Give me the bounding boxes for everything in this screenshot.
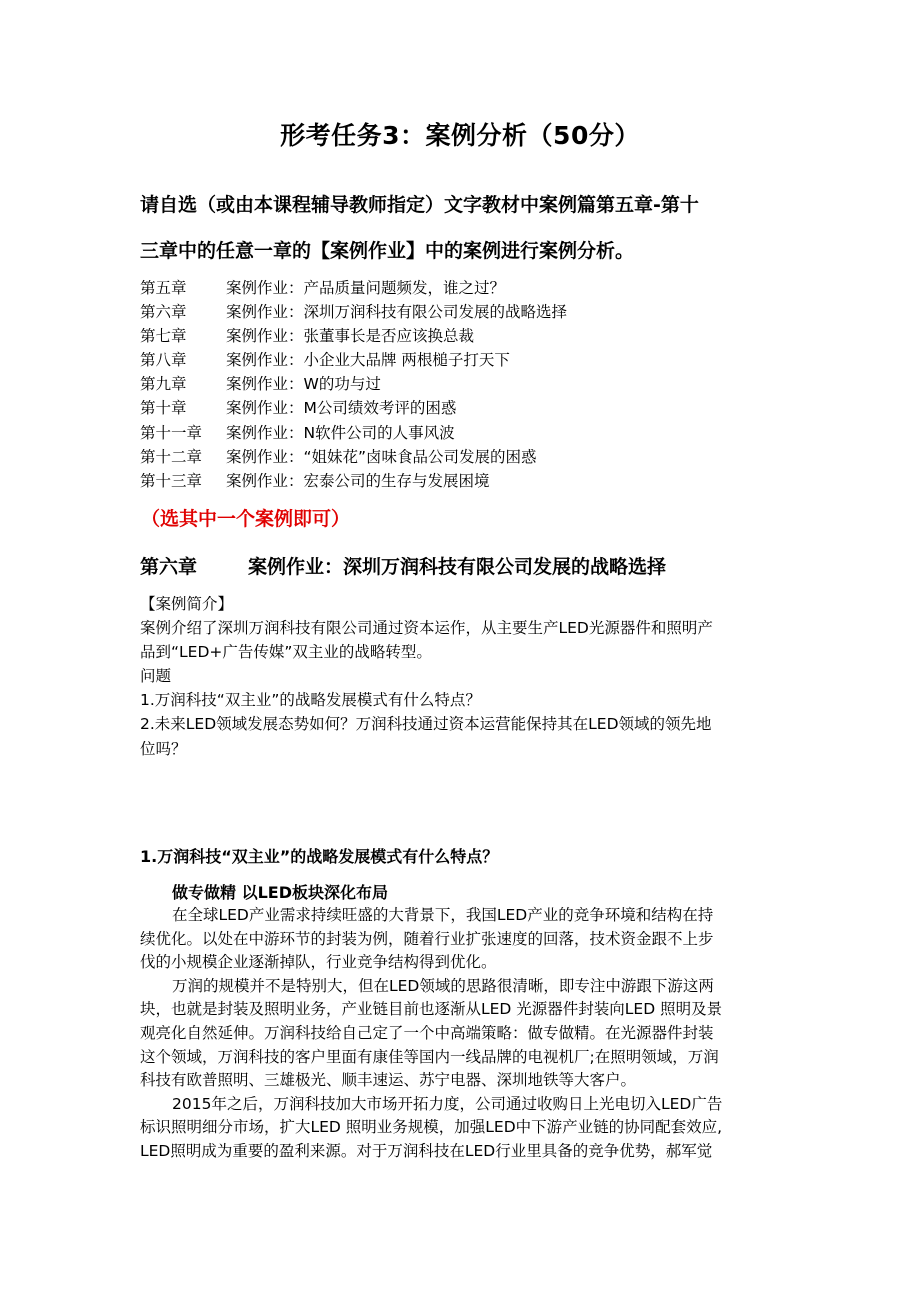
answer-question-heading: 1.万润科技“双主业”的战略发展模式有什么特点？ xyxy=(140,847,499,866)
chapter-case: 案例作业：产品质量问题频发，谁之过？ xyxy=(226,279,506,297)
paragraph-line: 这个领域，万润科技的客户里面有康佳等国内一线品牌的电视机厂;在照明领域，万润 xyxy=(140,1047,719,1066)
question-2-line: 2.未来LED领域发展态势如何？万润科技通过资本运营能保持其在LED领域的领先地 xyxy=(140,715,712,734)
paragraph-line: 伐的小规模企业逐渐掉队，行业竞争结构得到优化。 xyxy=(140,953,497,972)
chapter-case: 案例作业：宏泰公司的生存与发展困境 xyxy=(226,471,490,490)
instruction-line-2: 三章中的任意一章的【案例作业】中的案例进行案例分析。 xyxy=(140,240,635,262)
instruction-line-1: 请自选（或由本课程辅导教师指定）文字教材中案例篇第五章-第十 xyxy=(140,194,699,216)
paragraph-line: LED照明成为重要的盈利来源。对于万润科技在LED行业里具备的竞争优势，郝军觉 xyxy=(140,1141,713,1160)
chapter-number: 第十一章 xyxy=(140,423,203,442)
chapter-item xyxy=(140,372,567,396)
chapter-case: 案例作业：张董事长是否应该换总裁 xyxy=(226,327,475,346)
chapter-case: 案例作业：N软件公司的人事风波 xyxy=(226,423,455,442)
chapter-item xyxy=(140,469,567,493)
case-intro xyxy=(140,592,790,761)
paragraph-line: 标识照明细分市场，扩大LED 照明业务规模，加强LED中下游产业链的协同配套效应, xyxy=(140,1118,723,1137)
chapter-item xyxy=(140,445,567,469)
chapter-case: 案例作业：M公司绩效考评的困惑 xyxy=(226,399,457,418)
paragraph-line: 科技有欧普照明、三雄极光、顺丰速运、苏宁电器、深圳地铁等大客户。 xyxy=(140,1071,637,1090)
chosen-case-heading xyxy=(140,552,666,579)
chapter-case: 案例作业：深圳万润科技有限公司发展的战略选择 xyxy=(226,303,568,322)
chapter-number: 第九章 xyxy=(140,375,187,394)
intro-text-line: 案例介绍了深圳万润科技有限公司通过资本运作，从主要生产LED光源器件和照明产 xyxy=(140,619,713,638)
question-2-line: 位吗？ xyxy=(140,739,187,758)
chapter-number: 第十三章 xyxy=(140,471,203,490)
answer-paragraph xyxy=(140,1093,780,1164)
intro-heading: 【案例简介】 xyxy=(140,595,234,613)
paragraph-line: 块，也就是封装及照明业务，产业链目前也逐渐从LED 光源器件封装向LED 照明及景 xyxy=(140,1000,723,1019)
chapter-case: 案例作业：W的功与过 xyxy=(226,375,381,394)
chapter-item xyxy=(140,348,567,372)
questions-label: 问题 xyxy=(140,667,172,686)
chapter-number: 第八章 xyxy=(140,351,187,370)
chapter-case: 案例作业：小企业大品牌 两根槌子打天下 xyxy=(226,351,510,370)
chapter-number: 第十章 xyxy=(140,399,187,418)
chosen-case-title: 案例作业：深圳万润科技有限公司发展的战略选择 xyxy=(248,556,667,578)
chapter-number: 第七章 xyxy=(140,327,187,346)
chapter-item xyxy=(140,396,567,420)
chapter-number: 第十二章 xyxy=(140,447,203,466)
document-title: 形考任务3：案例分析（50分） xyxy=(280,121,640,150)
answer-paragraph xyxy=(140,975,780,1093)
chapter-item xyxy=(140,276,567,300)
chapter-number: 第六章 xyxy=(140,303,187,322)
chosen-chapter-number: 第六章 xyxy=(140,556,198,578)
paragraph-line: 2015年之后，万润科技加大市场开拓力度，公司通过收购日上光电切入LED广告 xyxy=(172,1094,723,1113)
paragraph-line: 在全球LED产业需求持续旺盛的大背景下，我国LED产业的竞争环境和结构在持 xyxy=(172,906,714,924)
chapter-number: 第五章 xyxy=(140,279,187,297)
chapter-item xyxy=(140,421,567,445)
chapter-item xyxy=(140,324,567,348)
intro-text-line: 品到“LED+广告传媒”双主业的战略转型。 xyxy=(140,643,432,662)
question-1: 1.万润科技“双主业”的战略发展模式有什么特点？ xyxy=(140,691,481,710)
answer-subheading: 做专做精 以LED板块深化布局 xyxy=(172,883,388,902)
pick-note: （选其中一个案例即可） xyxy=(141,508,351,530)
chapter-list xyxy=(140,276,567,493)
answer-body xyxy=(140,904,780,1164)
paragraph-line: 万润的规模并不是特别大，但在LED领域的思路很清晰，即专注中游跟下游这两 xyxy=(172,976,714,995)
paragraph-line: 续优化。以处在中游环节的封装为例，随着行业扩张速度的回落，技术资金跟不上步 xyxy=(140,929,714,948)
answer-paragraph xyxy=(140,904,780,975)
paragraph-line: 观亮化自然延伸。万润科技给自己定了一个中高端策略：做专做精。在光源器件封装 xyxy=(140,1023,714,1042)
chapter-item xyxy=(140,300,567,324)
chapter-case: 案例作业：“姐妹花”卤味食品公司发展的困惑 xyxy=(226,447,537,466)
